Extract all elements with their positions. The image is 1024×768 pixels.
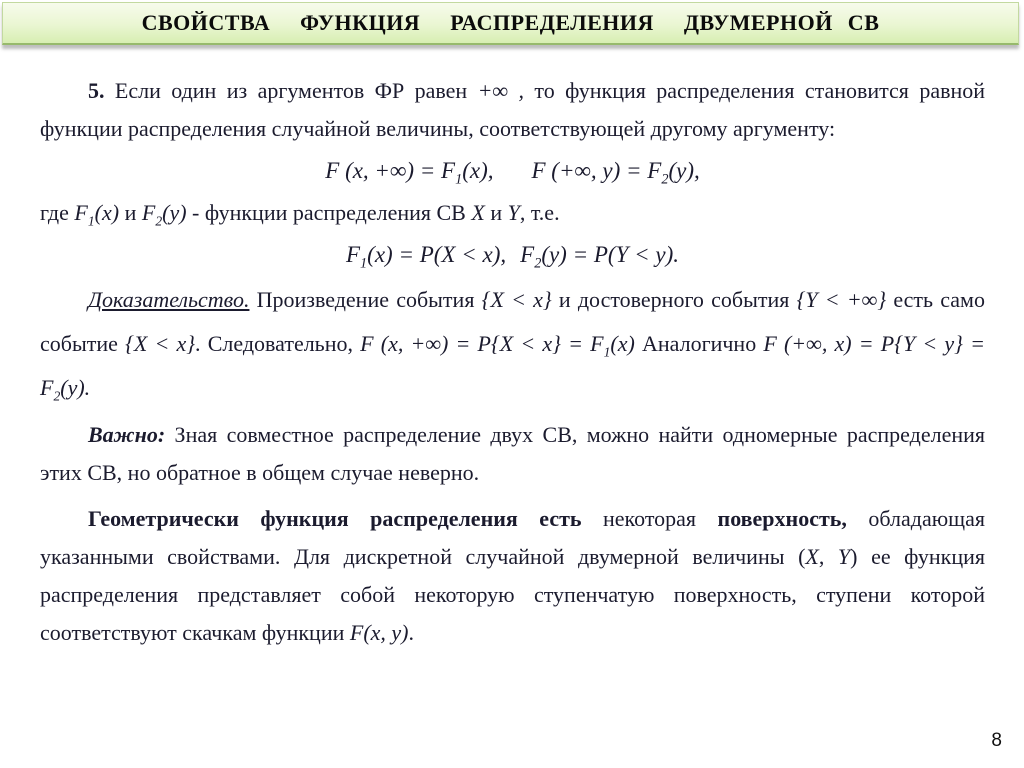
page-number: 8 [991, 730, 1002, 751]
paragraph-geometric: Геометрически функция распределения есть некоторая поверхность, обладающая указанными свойствами. Для дискретной случайной двумерной величины (X, Y) ее функция распределения представляет собой некоторую ступенчатую поверхность, ступени которой соответствуют скачкам функции F(x, y). [40, 506, 986, 645]
paragraph-property-5: 5. Если один из аргументов ФР равен +∞ , то функция распределения становится равной функции распределения случайной величины, соответствующей другому аргументу: [40, 78, 986, 141]
title-bar [2, 2, 1019, 45]
slide-title: СВОЙСТВА ФУНКЦИЯ РАСПРЕДЕЛЕНИЯ ДВУМЕРНОЙ СВ [141, 10, 880, 35]
slide-body [40, 72, 985, 652]
formula-marginal-distributions: F (x, +∞) = $F_1(x)$, F (+∞, $y) = F_2(y)$, [325, 158, 700, 188]
paragraph-important: Важно: Зная совместное распределение двух СВ, можно найти одномерные распределения этих СВ, но обратное в общем случае неверно. [40, 422, 985, 485]
paragraph-proof: Доказательство. Произведение события {X < x} и достоверного события {Y < +∞} есть само событие {X < x}. Следовательно, F (x, +∞) = $P\{X < x\} = F_1(x)$ Аналогично F (+∞, $x) = P\{Y < y\} = F_2(y)$. [40, 287, 985, 404]
paragraph-where: где $F_1(x)$ и $F_2(y)$ - функции распределения СВ X и Y, т.е. [40, 200, 560, 229]
formula-cdf-definitions: $F_1(x) = P(X < x)$, $F_2(y) = P(Y < y)$. [345, 242, 679, 272]
